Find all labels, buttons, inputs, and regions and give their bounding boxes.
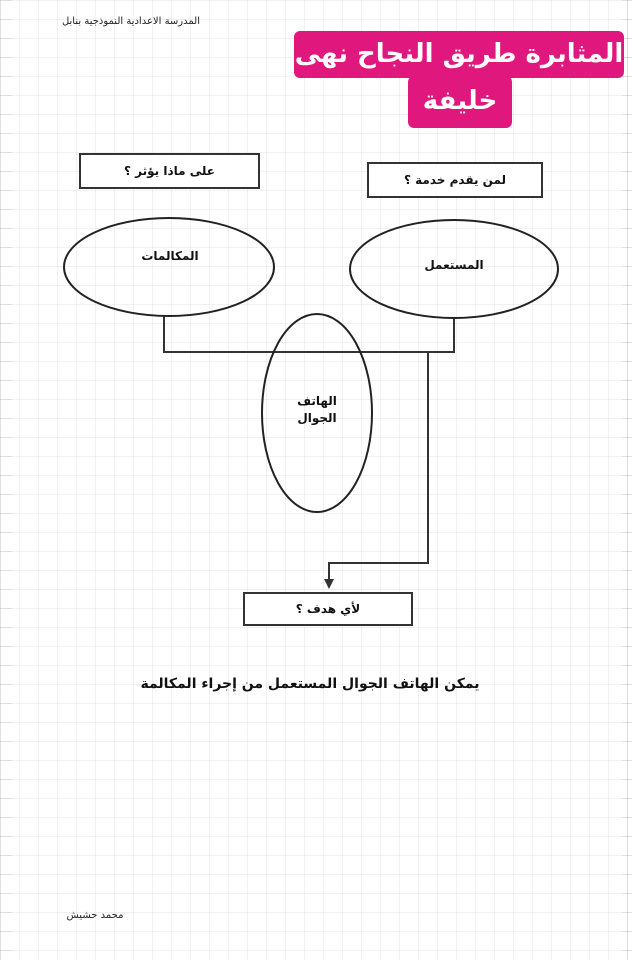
school-name: المدرسة الاعدادية النموذجية بنابل xyxy=(61,16,200,27)
ellipse-phone-label-1: الهاتف xyxy=(297,394,337,408)
title-banner-line1: المثابرة طريق النجاح نهى xyxy=(294,31,624,78)
author-name: محمد حشيش xyxy=(66,910,124,921)
question-purpose-text: لأي هدف ؟ xyxy=(295,602,361,616)
ellipse-phone-label-2: الجوال xyxy=(297,411,337,425)
ellipse-user-label: المستعمل xyxy=(424,258,484,272)
arrow-head xyxy=(324,579,334,589)
question-affects-text: على ماذا يؤثر ؟ xyxy=(124,164,215,178)
question-box-affects xyxy=(79,153,260,189)
conclusion-sentence: يمكن الهاتف الجوال المستعمل من إجراء المكالمة xyxy=(140,676,480,692)
question-box-serves xyxy=(367,162,543,198)
ellipse-calls-label: المكالمات xyxy=(141,249,199,263)
title-banner-line2: خليفة xyxy=(408,76,512,128)
question-box-purpose xyxy=(243,592,413,626)
question-serves-text: لمن يقدم خدمة ؟ xyxy=(404,173,506,187)
ellipse-calls xyxy=(64,218,274,316)
